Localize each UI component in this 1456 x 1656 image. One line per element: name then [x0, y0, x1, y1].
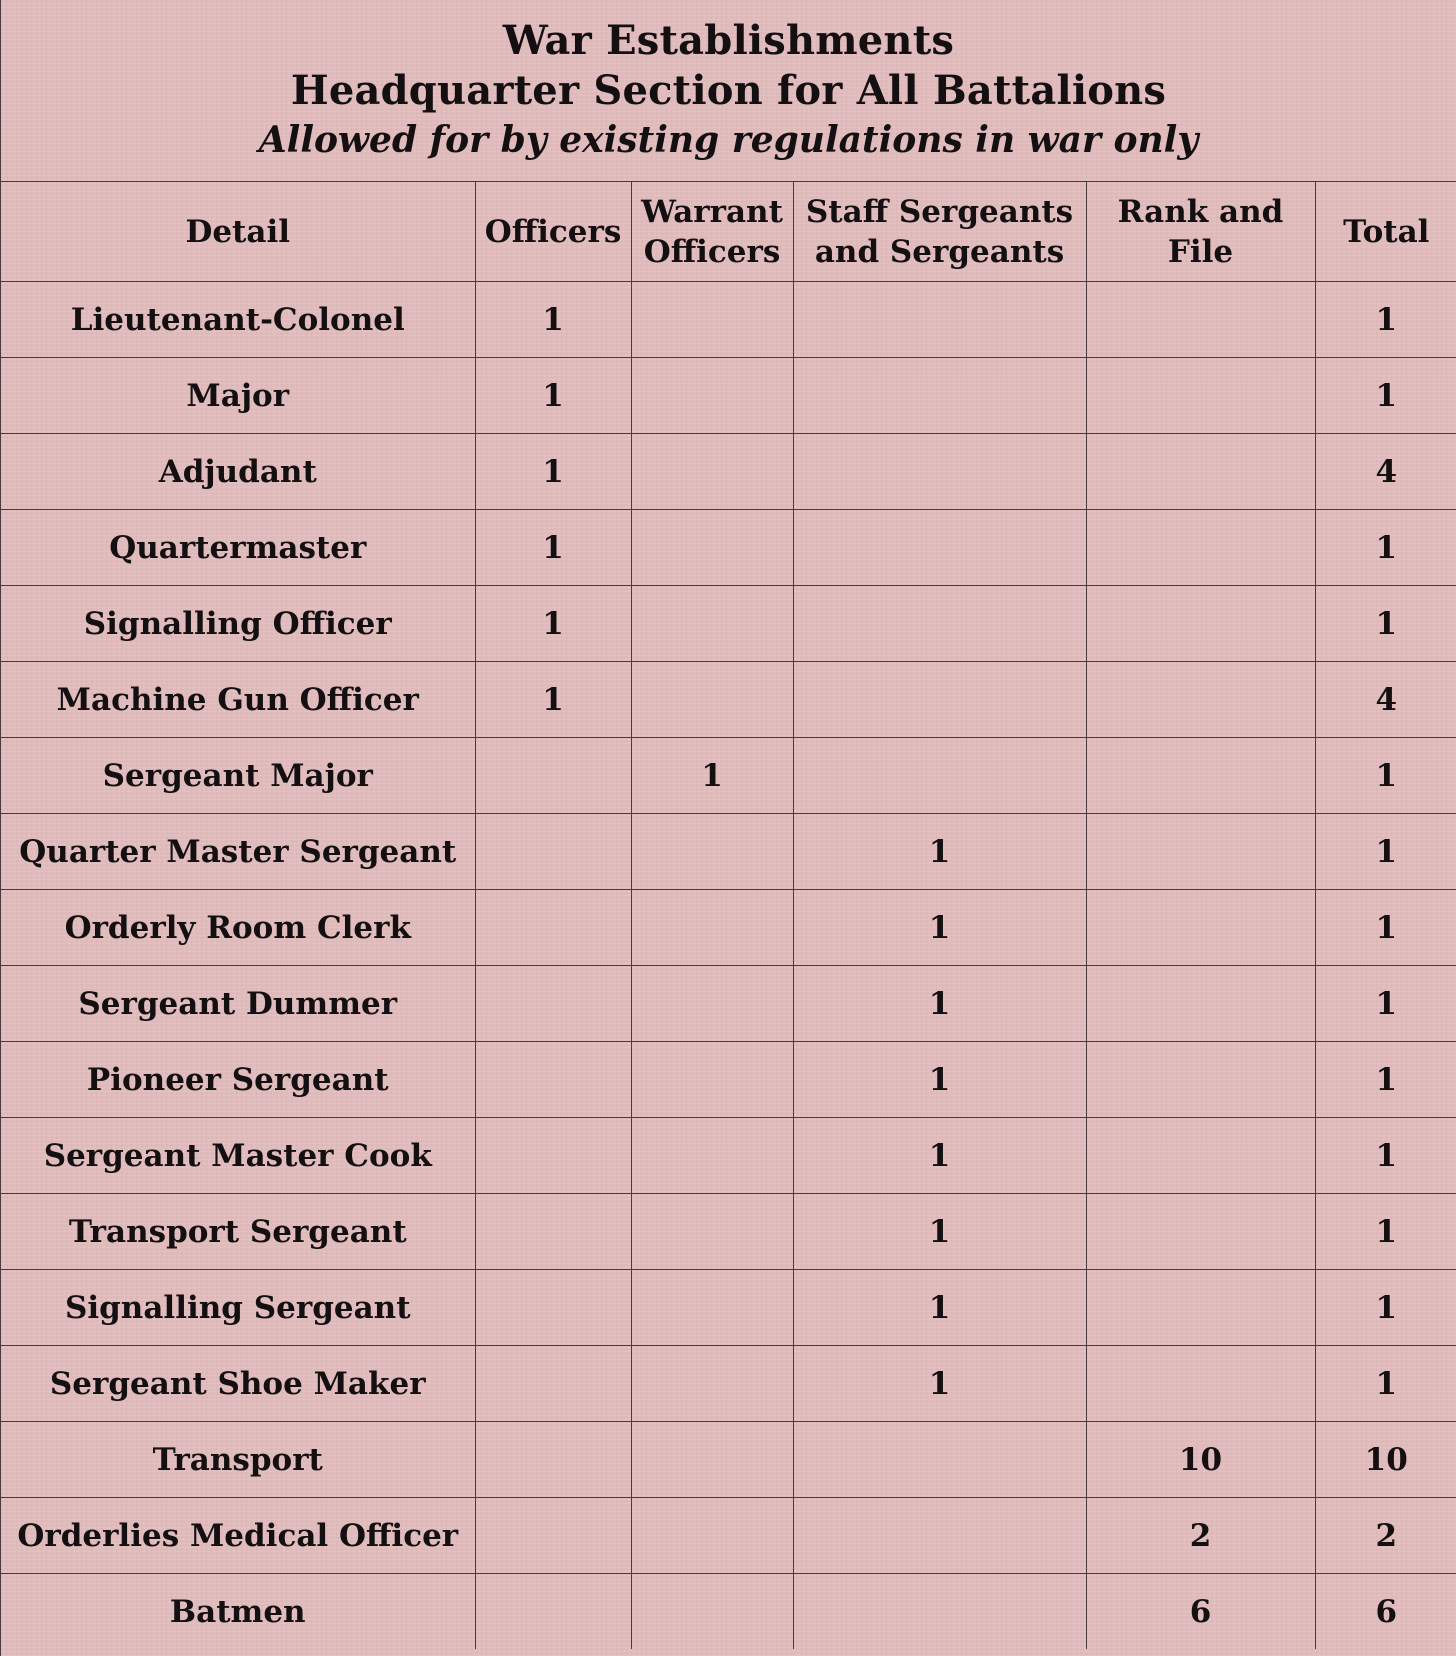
- column-header-total: Total: [1315, 182, 1456, 282]
- detail-cell: Orderly Room Clerk: [1, 890, 475, 966]
- total-cell: 1: [1315, 1270, 1456, 1346]
- detail-cell: Orderlies Medical Officer: [1, 1498, 475, 1574]
- detail-cell: Machine Gun Officer: [1, 662, 475, 738]
- rank-and-file-cell: 2: [1086, 1498, 1315, 1574]
- title-heading: War Establishments: [502, 17, 955, 64]
- detail-cell: Sergeant Dummer: [1, 966, 475, 1042]
- detail-cell: Signalling Officer: [1, 586, 475, 662]
- officers-cell: [475, 1574, 631, 1650]
- staff-sergeants-cell: 1: [793, 966, 1086, 1042]
- officers-cell: [475, 1118, 631, 1194]
- officers-cell: 1: [475, 586, 631, 662]
- staff-sergeants-cell: [793, 738, 1086, 814]
- warrant-officers-cell: [631, 1270, 793, 1346]
- total-cell: 1: [1315, 966, 1456, 1042]
- detail-cell: Adjudant: [1, 434, 475, 510]
- detail-cell: Lieutenant-Colonel: [1, 282, 475, 358]
- table-row: [1, 966, 1456, 1042]
- warrant-officers-cell: [631, 1574, 793, 1650]
- warrant-officers-cell: [631, 434, 793, 510]
- rank-and-file-cell: [1086, 586, 1315, 662]
- total-cell: 1: [1315, 510, 1456, 586]
- staff-sergeants-cell: [793, 1422, 1086, 1498]
- rank-and-file-cell: [1086, 358, 1315, 434]
- detail-cell: Sergeant Shoe Maker: [1, 1346, 475, 1422]
- staff-sergeants-cell: [793, 586, 1086, 662]
- rank-and-file-cell: 10: [1086, 1422, 1315, 1498]
- total-cell: 1: [1315, 1118, 1456, 1194]
- rank-and-file-cell: [1086, 966, 1315, 1042]
- detail-cell: Sergeant Major: [1, 738, 475, 814]
- staff-sergeants-cell: 1: [793, 1042, 1086, 1118]
- staff-sergeants-cell: 1: [793, 814, 1086, 890]
- staff-sergeants-cell: [793, 1498, 1086, 1574]
- rank-and-file-cell: [1086, 814, 1315, 890]
- staff-sergeants-cell: 1: [793, 1270, 1086, 1346]
- total-cell: 2: [1315, 1498, 1456, 1574]
- officers-cell: [475, 890, 631, 966]
- detail-cell: Batmen: [1, 1574, 475, 1650]
- column-header-officers: Officers: [475, 182, 631, 282]
- total-cell: 4: [1315, 434, 1456, 510]
- establishment-table: [1, 181, 1456, 1649]
- warrant-officers-cell: [631, 890, 793, 966]
- detail-cell: Signalling Sergeant: [1, 1270, 475, 1346]
- table-row: [1, 1574, 1456, 1650]
- total-cell: 1: [1315, 282, 1456, 358]
- total-cell: 10: [1315, 1422, 1456, 1498]
- staff-sergeants-cell: 1: [793, 1346, 1086, 1422]
- staff-sergeants-cell: [793, 282, 1086, 358]
- rank-and-file-cell: [1086, 1118, 1315, 1194]
- table-row: [1, 510, 1456, 586]
- detail-cell: Transport Sergeant: [1, 1194, 475, 1270]
- warrant-officers-cell: [631, 510, 793, 586]
- warrant-officers-cell: [631, 966, 793, 1042]
- warrant-officers-cell: [631, 1194, 793, 1270]
- staff-sergeants-cell: [793, 1574, 1086, 1650]
- detail-cell: Quarter Master Sergeant: [1, 814, 475, 890]
- warrant-officers-cell: [631, 282, 793, 358]
- table-row: [1, 1194, 1456, 1270]
- table-body: [1, 282, 1456, 1650]
- table-row: [1, 434, 1456, 510]
- total-cell: 1: [1315, 1346, 1456, 1422]
- column-header-detail: Detail: [1, 182, 475, 282]
- table-row: [1, 662, 1456, 738]
- staff-sergeants-cell: [793, 662, 1086, 738]
- detail-cell: Sergeant Master Cook: [1, 1118, 475, 1194]
- officers-cell: 1: [475, 434, 631, 510]
- warrant-officers-cell: [631, 358, 793, 434]
- rank-and-file-cell: 6: [1086, 1574, 1315, 1650]
- total-cell: 1: [1315, 890, 1456, 966]
- table-row: [1, 1422, 1456, 1498]
- total-cell: 1: [1315, 586, 1456, 662]
- total-cell: 1: [1315, 738, 1456, 814]
- detail-cell: Quartermaster: [1, 510, 475, 586]
- warrant-officers-cell: [631, 662, 793, 738]
- table-row: [1, 358, 1456, 434]
- title-subtitle: Allowed for by existing regulations in war only: [258, 119, 1199, 161]
- table-row: [1, 1498, 1456, 1574]
- officers-cell: [475, 1422, 631, 1498]
- total-cell: 6: [1315, 1574, 1456, 1650]
- rank-and-file-cell: [1086, 1346, 1315, 1422]
- rank-and-file-cell: [1086, 738, 1315, 814]
- column-header-warrant-officers: Warrant Officers: [631, 182, 793, 282]
- staff-sergeants-cell: [793, 510, 1086, 586]
- header-row: [1, 182, 1456, 282]
- officers-cell: [475, 1270, 631, 1346]
- rank-and-file-cell: [1086, 662, 1315, 738]
- staff-sergeants-cell: 1: [793, 1118, 1086, 1194]
- warrant-officers-cell: [631, 1042, 793, 1118]
- warrant-officers-cell: [631, 586, 793, 662]
- detail-cell: Transport: [1, 1422, 475, 1498]
- staff-sergeants-cell: [793, 434, 1086, 510]
- staff-sergeants-cell: 1: [793, 1194, 1086, 1270]
- officers-cell: [475, 1498, 631, 1574]
- officers-cell: 1: [475, 662, 631, 738]
- table-row: [1, 738, 1456, 814]
- rank-and-file-cell: [1086, 510, 1315, 586]
- rank-and-file-cell: [1086, 1194, 1315, 1270]
- officers-cell: [475, 966, 631, 1042]
- table-row: [1, 814, 1456, 890]
- total-cell: 1: [1315, 1042, 1456, 1118]
- rank-and-file-cell: [1086, 282, 1315, 358]
- staff-sergeants-cell: 1: [793, 890, 1086, 966]
- total-cell: 4: [1315, 662, 1456, 738]
- table-row: [1, 1042, 1456, 1118]
- officers-cell: 1: [475, 510, 631, 586]
- column-header-rank-and-file: Rank and File: [1086, 182, 1315, 282]
- officers-cell: [475, 1346, 631, 1422]
- officers-cell: [475, 1194, 631, 1270]
- table-row: [1, 282, 1456, 358]
- detail-cell: Pioneer Sergeant: [1, 1042, 475, 1118]
- total-cell: 1: [1315, 814, 1456, 890]
- warrant-officers-cell: 1: [631, 738, 793, 814]
- warrant-officers-cell: [631, 1498, 793, 1574]
- officers-cell: [475, 1042, 631, 1118]
- staff-sergeants-cell: [793, 358, 1086, 434]
- rank-and-file-cell: [1086, 1042, 1315, 1118]
- officers-cell: 1: [475, 282, 631, 358]
- warrant-officers-cell: [631, 1118, 793, 1194]
- rank-and-file-cell: [1086, 1270, 1315, 1346]
- officers-cell: [475, 814, 631, 890]
- warrant-officers-cell: [631, 1422, 793, 1498]
- officers-cell: 1: [475, 358, 631, 434]
- officers-cell: [475, 738, 631, 814]
- column-header-staff-sergeants: Staff Sergeants and Sergeants: [793, 182, 1086, 282]
- table-row: [1, 1118, 1456, 1194]
- table-row: [1, 1346, 1456, 1422]
- rank-and-file-cell: [1086, 890, 1315, 966]
- warrant-officers-cell: [631, 814, 793, 890]
- warrant-officers-cell: [631, 1346, 793, 1422]
- rank-and-file-cell: [1086, 434, 1315, 510]
- total-cell: 1: [1315, 1194, 1456, 1270]
- table-row: [1, 890, 1456, 966]
- title-section: Headquarter Section for All Battalions: [290, 67, 1167, 114]
- total-cell: 1: [1315, 358, 1456, 434]
- detail-cell: Major: [1, 358, 475, 434]
- table-row: [1, 586, 1456, 662]
- table-row: [1, 1270, 1456, 1346]
- title-block: [1, 0, 1456, 181]
